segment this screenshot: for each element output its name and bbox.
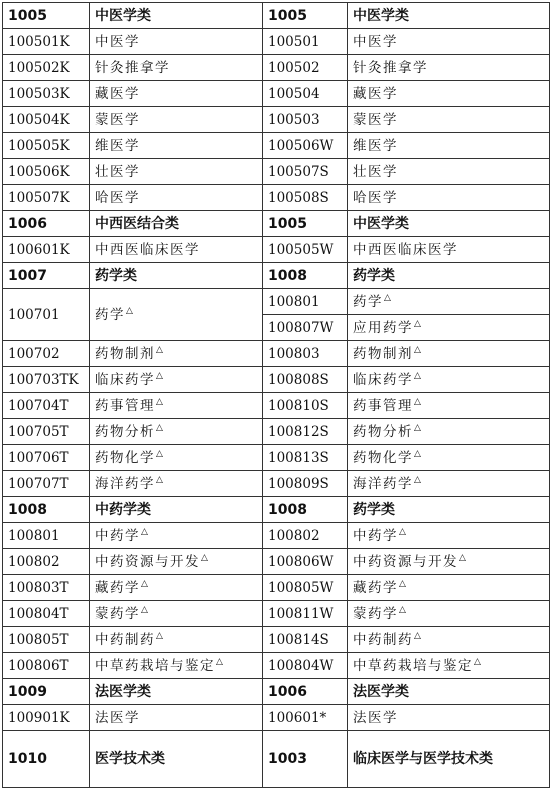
new-major-name xyxy=(348,81,550,107)
triangle-marker: △ xyxy=(414,397,421,407)
old-major-name xyxy=(90,731,263,788)
old-major-name xyxy=(90,523,263,549)
old-code xyxy=(3,601,90,627)
old-code-text: 100705T xyxy=(8,423,69,440)
new-code-text: 100806W xyxy=(268,553,334,570)
table-row xyxy=(3,185,550,211)
table-row xyxy=(3,237,550,263)
old-major-name-text: 药物化学 xyxy=(95,449,155,466)
triangle-marker: △ xyxy=(156,397,163,407)
new-major-name xyxy=(348,549,550,575)
new-code xyxy=(263,315,348,341)
old-code-text: 100505K xyxy=(8,137,70,154)
old-code xyxy=(3,341,90,367)
old-major-name-text: 中药资源与开发 xyxy=(95,553,200,570)
old-code xyxy=(3,81,90,107)
new-major-name-text: 哈医学 xyxy=(353,189,398,206)
new-major-name xyxy=(348,523,550,549)
new-code xyxy=(263,471,348,497)
new-code xyxy=(263,289,348,315)
old-code-text: 100901K xyxy=(8,709,70,726)
old-major-name xyxy=(90,601,263,627)
new-major-name xyxy=(348,133,550,159)
new-code-text: 100805W xyxy=(268,579,334,596)
old-code xyxy=(3,289,90,341)
new-major-name xyxy=(348,55,550,81)
old-code xyxy=(3,263,90,289)
old-code xyxy=(3,627,90,653)
new-code-text: 100501 xyxy=(268,33,320,50)
category-header-row xyxy=(3,3,550,29)
old-code-text: 1010 xyxy=(8,751,47,767)
triangle-marker: △ xyxy=(459,553,466,563)
triangle-marker: △ xyxy=(216,657,223,667)
new-major-name-text: 中药制药 xyxy=(353,631,413,648)
triangle-marker: △ xyxy=(141,605,148,615)
old-major-name xyxy=(90,289,263,341)
new-major-name-text: 药学类 xyxy=(353,267,395,284)
new-major-name xyxy=(348,211,550,237)
old-major-name-text: 蒙医学 xyxy=(95,111,140,128)
old-code-text: 100806T xyxy=(8,657,69,674)
new-major-name xyxy=(348,185,550,211)
old-major-name xyxy=(90,497,263,523)
new-code xyxy=(263,81,348,107)
new-code-text: 1008 xyxy=(268,267,307,284)
triangle-marker: △ xyxy=(399,605,406,615)
new-major-name xyxy=(348,159,550,185)
new-code xyxy=(263,575,348,601)
old-code xyxy=(3,731,90,788)
new-code-text: 100505W xyxy=(268,241,334,258)
old-code xyxy=(3,159,90,185)
old-major-name xyxy=(90,471,263,497)
new-major-name-text: 海洋药学 xyxy=(353,475,413,492)
old-code xyxy=(3,445,90,471)
old-code xyxy=(3,393,90,419)
old-code-text: 100504K xyxy=(8,111,70,128)
old-major-name xyxy=(90,159,263,185)
new-major-name-text: 中医学类 xyxy=(353,215,409,232)
category-header-row xyxy=(3,211,550,237)
category-header-row xyxy=(3,679,550,705)
old-code xyxy=(3,549,90,575)
old-code xyxy=(3,419,90,445)
triangle-marker: △ xyxy=(414,449,421,459)
new-major-name xyxy=(348,393,550,419)
new-major-name-text: 临床医学与医学技术类 xyxy=(353,751,493,767)
new-major-name-text: 药物分析 xyxy=(353,423,413,440)
new-major-name-text: 蒙医学 xyxy=(353,111,398,128)
new-major-name-text: 藏药学 xyxy=(353,579,398,596)
old-code-text: 100804T xyxy=(8,605,69,622)
table-row xyxy=(3,471,550,497)
new-major-name-text: 中西医临床医学 xyxy=(353,241,458,258)
table-row xyxy=(3,393,550,419)
table-row xyxy=(3,523,550,549)
category-header-row xyxy=(3,263,550,289)
new-code-text: 100506W xyxy=(268,137,334,154)
new-major-name-text: 中药资源与开发 xyxy=(353,553,458,570)
old-major-name-text: 药学 xyxy=(95,306,125,323)
new-major-name-text: 藏医学 xyxy=(353,85,398,102)
new-code xyxy=(263,237,348,263)
old-code xyxy=(3,575,90,601)
new-code-text: 100802 xyxy=(268,527,320,544)
new-major-name xyxy=(348,575,550,601)
old-code-text: 100805T xyxy=(8,631,69,648)
table-row xyxy=(3,29,550,55)
category-header-row xyxy=(3,731,550,788)
triangle-marker: △ xyxy=(399,579,406,589)
old-code xyxy=(3,705,90,731)
new-major-name-text: 应用药学 xyxy=(353,319,413,336)
table-row xyxy=(3,653,550,679)
old-major-name xyxy=(90,263,263,289)
old-code-text: 100702 xyxy=(8,345,60,362)
old-code xyxy=(3,107,90,133)
new-major-name xyxy=(348,29,550,55)
new-major-name-text: 法医学 xyxy=(353,709,398,726)
old-code xyxy=(3,237,90,263)
new-code xyxy=(263,445,348,471)
new-major-name xyxy=(348,601,550,627)
old-major-name xyxy=(90,679,263,705)
old-major-name-text: 中医学类 xyxy=(95,7,151,24)
new-code xyxy=(263,523,348,549)
old-code-text: 100502K xyxy=(8,59,70,76)
new-major-name-text: 中药学 xyxy=(353,527,398,544)
new-major-name-text: 药物化学 xyxy=(353,449,413,466)
new-major-name xyxy=(348,3,550,29)
table-row xyxy=(3,159,550,185)
new-code xyxy=(263,107,348,133)
new-code xyxy=(263,263,348,289)
old-major-name-text: 药物分析 xyxy=(95,423,155,440)
old-code xyxy=(3,55,90,81)
old-major-name-text: 维医学 xyxy=(95,137,140,154)
new-major-name xyxy=(348,289,550,315)
table-row xyxy=(3,55,550,81)
new-code xyxy=(263,3,348,29)
old-major-name-text: 海洋药学 xyxy=(95,475,155,492)
old-major-name-text: 藏药学 xyxy=(95,579,140,596)
old-major-name xyxy=(90,549,263,575)
new-code xyxy=(263,601,348,627)
triangle-marker: △ xyxy=(156,449,163,459)
old-major-name xyxy=(90,55,263,81)
new-major-name-text: 针灸推拿学 xyxy=(353,59,428,76)
new-major-name-text: 药学类 xyxy=(353,501,395,518)
new-major-name xyxy=(348,263,550,289)
old-code xyxy=(3,3,90,29)
new-major-name xyxy=(348,705,550,731)
new-major-name xyxy=(348,107,550,133)
old-major-name xyxy=(90,575,263,601)
old-code xyxy=(3,471,90,497)
triangle-marker: △ xyxy=(474,657,481,667)
old-major-name-text: 医学技术类 xyxy=(95,751,165,767)
new-code-text: 100809S xyxy=(268,475,329,492)
new-major-name xyxy=(348,471,550,497)
new-code xyxy=(263,211,348,237)
triangle-marker: △ xyxy=(126,306,133,316)
new-code-text: 100804W xyxy=(268,657,334,674)
old-major-name xyxy=(90,367,263,393)
old-code-text: 100701 xyxy=(8,306,60,323)
new-major-name xyxy=(348,653,550,679)
old-major-name xyxy=(90,81,263,107)
old-major-name-text: 藏医学 xyxy=(95,85,140,102)
new-code-text: 100502 xyxy=(268,59,320,76)
new-code-text: 1006 xyxy=(268,683,307,700)
old-major-name xyxy=(90,419,263,445)
table-row xyxy=(3,289,550,315)
new-code-text: 100507S xyxy=(268,163,329,180)
new-code-text: 100601* xyxy=(268,709,327,726)
old-code-text: 100601K xyxy=(8,241,70,258)
old-major-name xyxy=(90,185,263,211)
new-code-text: 100810S xyxy=(268,397,329,414)
table-row xyxy=(3,419,550,445)
old-major-name-text: 药学类 xyxy=(95,267,137,284)
old-major-name xyxy=(90,3,263,29)
table-row xyxy=(3,107,550,133)
old-major-name-text: 法医学类 xyxy=(95,683,151,700)
old-code xyxy=(3,133,90,159)
triangle-marker: △ xyxy=(414,319,421,329)
old-major-name-text: 哈医学 xyxy=(95,189,140,206)
new-code xyxy=(263,627,348,653)
new-major-name-text: 药物制剂 xyxy=(353,345,413,362)
old-major-name-text: 蒙药学 xyxy=(95,605,140,622)
old-code-text: 100503K xyxy=(8,85,70,102)
triangle-marker: △ xyxy=(399,527,406,537)
old-major-name xyxy=(90,107,263,133)
new-code-text: 100812S xyxy=(268,423,329,440)
table-row xyxy=(3,445,550,471)
old-major-name-text: 药事管理 xyxy=(95,397,155,414)
old-code-text: 100803T xyxy=(8,579,69,596)
new-code xyxy=(263,497,348,523)
triangle-marker: △ xyxy=(156,423,163,433)
new-code xyxy=(263,653,348,679)
new-major-name xyxy=(348,315,550,341)
old-code-text: 1007 xyxy=(8,267,47,284)
triangle-marker: △ xyxy=(414,631,421,641)
new-code-text: 100504 xyxy=(268,85,320,102)
old-code xyxy=(3,367,90,393)
old-code xyxy=(3,523,90,549)
new-code xyxy=(263,133,348,159)
new-code-text: 1005 xyxy=(268,215,307,232)
new-code-text: 1005 xyxy=(268,7,307,24)
old-code-text: 100801 xyxy=(8,527,60,544)
old-code-text: 1006 xyxy=(8,215,47,232)
old-code-text: 1005 xyxy=(8,7,47,24)
new-code-text: 100801 xyxy=(268,293,320,310)
table-row xyxy=(3,575,550,601)
new-major-name xyxy=(348,341,550,367)
new-major-name-text: 法医学类 xyxy=(353,683,409,700)
new-major-name xyxy=(348,419,550,445)
old-code-text: 100802 xyxy=(8,553,60,570)
new-code xyxy=(263,367,348,393)
new-code-text: 100814S xyxy=(268,631,329,648)
old-major-name-text: 临床药学 xyxy=(95,371,155,388)
triangle-marker: △ xyxy=(414,423,421,433)
new-code xyxy=(263,419,348,445)
category-header-row xyxy=(3,497,550,523)
old-code-text: 100507K xyxy=(8,189,70,206)
old-major-name-text: 针灸推拿学 xyxy=(95,59,170,76)
major-comparison-table xyxy=(2,2,550,788)
new-major-name-text: 临床药学 xyxy=(353,371,413,388)
new-code-text: 100807W xyxy=(268,319,334,336)
old-major-name-text: 中药制药 xyxy=(95,631,155,648)
new-major-name-text: 中医学类 xyxy=(353,7,409,24)
table-row xyxy=(3,705,550,731)
new-code-text: 1008 xyxy=(268,501,307,518)
triangle-marker: △ xyxy=(141,527,148,537)
old-code xyxy=(3,185,90,211)
table-row xyxy=(3,133,550,159)
old-major-name xyxy=(90,705,263,731)
table-row xyxy=(3,367,550,393)
new-code xyxy=(263,705,348,731)
new-major-name-text: 壮医学 xyxy=(353,163,398,180)
new-major-name xyxy=(348,367,550,393)
new-major-name xyxy=(348,237,550,263)
new-code-text: 100803 xyxy=(268,345,320,362)
new-major-name xyxy=(348,497,550,523)
table-row xyxy=(3,549,550,575)
table-row xyxy=(3,81,550,107)
triangle-marker: △ xyxy=(156,345,163,355)
old-code-text: 1008 xyxy=(8,501,47,518)
old-major-name xyxy=(90,237,263,263)
old-code xyxy=(3,211,90,237)
old-major-name xyxy=(90,393,263,419)
old-code xyxy=(3,497,90,523)
old-major-name xyxy=(90,29,263,55)
new-code xyxy=(263,55,348,81)
new-major-name xyxy=(348,627,550,653)
triangle-marker: △ xyxy=(141,579,148,589)
old-code xyxy=(3,29,90,55)
old-major-name xyxy=(90,133,263,159)
triangle-marker: △ xyxy=(414,475,421,485)
triangle-marker: △ xyxy=(201,553,208,563)
new-code-text: 1003 xyxy=(268,751,307,767)
triangle-marker: △ xyxy=(156,631,163,641)
new-code-text: 100508S xyxy=(268,189,329,206)
old-code-text: 100707T xyxy=(8,475,69,492)
old-code xyxy=(3,679,90,705)
old-major-name xyxy=(90,211,263,237)
new-code xyxy=(263,159,348,185)
old-code-text: 100501K xyxy=(8,33,70,50)
triangle-marker: △ xyxy=(384,293,391,303)
new-major-name xyxy=(348,731,550,788)
old-major-name xyxy=(90,627,263,653)
new-code xyxy=(263,549,348,575)
triangle-marker: △ xyxy=(414,371,421,381)
old-major-name-text: 中医学 xyxy=(95,33,140,50)
old-major-name-text: 中西医临床医学 xyxy=(95,241,200,258)
new-major-name xyxy=(348,445,550,471)
new-major-name-text: 中医学 xyxy=(353,33,398,50)
new-major-name-text: 药学 xyxy=(353,293,383,310)
new-major-name-text: 中草药栽培与鉴定 xyxy=(353,657,473,674)
triangle-marker: △ xyxy=(414,345,421,355)
new-code xyxy=(263,679,348,705)
new-code xyxy=(263,731,348,788)
new-code-text: 100813S xyxy=(268,449,329,466)
old-code-text: 100506K xyxy=(8,163,70,180)
old-major-name xyxy=(90,445,263,471)
old-major-name xyxy=(90,653,263,679)
new-code xyxy=(263,185,348,211)
table-row xyxy=(3,341,550,367)
new-major-name xyxy=(348,679,550,705)
old-major-name-text: 壮医学 xyxy=(95,163,140,180)
table-body xyxy=(3,3,550,788)
old-code-text: 100706T xyxy=(8,449,69,466)
new-code-text: 100808S xyxy=(268,371,329,388)
new-code xyxy=(263,341,348,367)
old-major-name-text: 中药学 xyxy=(95,527,140,544)
table-row xyxy=(3,627,550,653)
new-major-name-text: 蒙药学 xyxy=(353,605,398,622)
new-major-name-text: 药事管理 xyxy=(353,397,413,414)
triangle-marker: △ xyxy=(156,371,163,381)
old-code xyxy=(3,653,90,679)
table-row xyxy=(3,601,550,627)
old-code-text: 100704T xyxy=(8,397,69,414)
old-code-text: 100703TK xyxy=(8,371,79,388)
new-code-text: 100811W xyxy=(268,605,334,622)
new-major-name-text: 维医学 xyxy=(353,137,398,154)
old-major-name-text: 药物制剂 xyxy=(95,345,155,362)
new-code-text: 100503 xyxy=(268,111,320,128)
old-major-name xyxy=(90,341,263,367)
triangle-marker: △ xyxy=(156,475,163,485)
old-major-name-text: 法医学 xyxy=(95,709,140,726)
old-code-text: 1009 xyxy=(8,683,47,700)
new-code xyxy=(263,393,348,419)
old-major-name-text: 中西医结合类 xyxy=(95,215,179,232)
old-major-name-text: 中草药栽培与鉴定 xyxy=(95,657,215,674)
new-code xyxy=(263,29,348,55)
old-major-name-text: 中药学类 xyxy=(95,501,151,518)
